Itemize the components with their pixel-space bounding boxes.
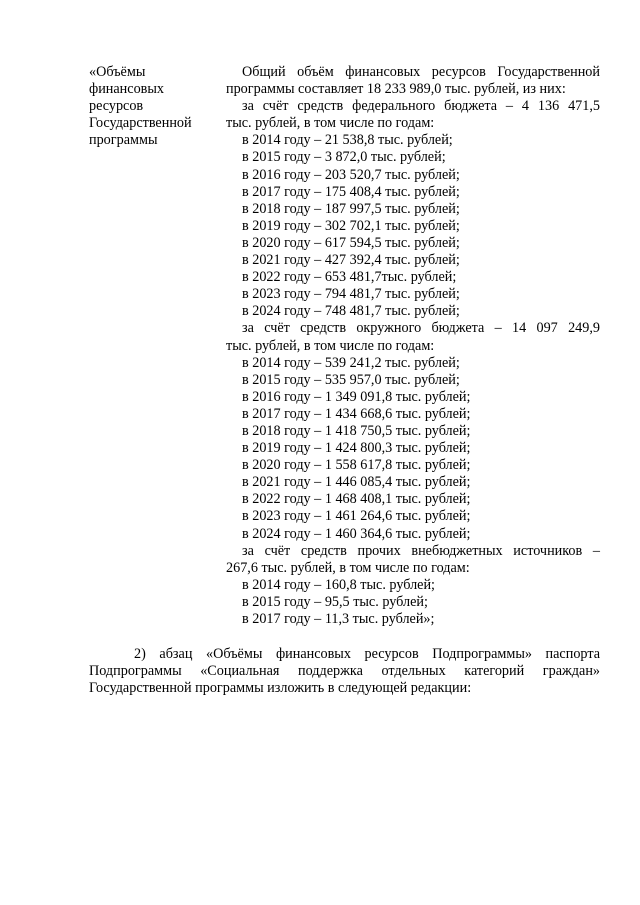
- federal-year-line: в 2021 году – 427 392,4 тыс. рублей;: [242, 252, 460, 269]
- district-year-line: в 2016 году – 1 349 091,8 тыс. рублей;: [242, 388, 471, 405]
- district-year-line: в 2014 году – 539 241,2 тыс. рублей;: [242, 354, 460, 371]
- district-year-line: в 2015 году – 535 957,0 тыс. рублей;: [242, 371, 460, 388]
- district-year-line: в 2017 году – 1 434 668,6 тыс. рублей;: [242, 405, 471, 422]
- other-year-line: в 2017 году – 11,3 тыс. рублей»;: [242, 611, 435, 627]
- federal-header: тыс. рублей, в том числе по годам:: [226, 115, 435, 132]
- passport-label-line: ресурсов: [89, 98, 144, 115]
- passport-label-line: программы: [89, 132, 158, 149]
- district-year-line: в 2023 году – 1 461 264,6 тыс. рублей;: [242, 508, 471, 525]
- amendment-paragraph: [89, 646, 600, 697]
- federal-year-line: в 2014 году – 21 538,8 тыс. рублей;: [242, 132, 453, 149]
- passport-label-line: «Объёмы: [89, 64, 146, 80]
- district-year-line: в 2018 году – 1 418 750,5 тыс. рублей;: [242, 422, 471, 439]
- passport-label-line: Государственной: [89, 115, 192, 132]
- passport-label: [89, 64, 209, 149]
- other-header: 267,6 тыс. рублей, в том числе по годам:: [226, 559, 470, 576]
- district-header: за счёт средств окружного бюджета – 14 097 249,9: [242, 320, 600, 337]
- paragraph-line: Подпрограммы «Социальная поддержка отдельных категорий граждан»: [89, 663, 600, 680]
- district-header: тыс. рублей, в том числе по годам:: [226, 337, 435, 354]
- passport-label-line: финансовых: [89, 81, 164, 98]
- federal-year-line: в 2015 году – 3 872,0 тыс. рублей;: [242, 149, 446, 166]
- federal-year-line: в 2017 году – 175 408,4 тыс. рублей;: [242, 183, 460, 200]
- district-year-line: в 2019 году – 1 424 800,3 тыс. рублей;: [242, 440, 471, 457]
- federal-year-line: в 2022 году – 653 481,7тыс. рублей;: [242, 269, 457, 286]
- federal-year-line: в 2024 году – 748 481,7 тыс. рублей;: [242, 303, 460, 320]
- district-year-line: в 2024 году – 1 460 364,6 тыс. рублей;: [242, 525, 471, 542]
- federal-year-line: в 2016 году – 203 520,7 тыс. рублей;: [242, 166, 460, 183]
- district-year-line: в 2022 году – 1 468 408,1 тыс. рублей;: [242, 491, 471, 508]
- paragraph-line: Государственной программы изложить в следующей редакции:: [89, 680, 472, 697]
- intro-line: программы составляет 18 233 989,0 тыс. рублей, из них:: [226, 81, 566, 98]
- other-year-line: в 2015 году – 95,5 тыс. рублей;: [242, 593, 428, 610]
- federal-header: за счёт средств федерального бюджета – 4 136 471,5: [242, 98, 600, 115]
- other-header: за счёт средств прочих внебюджетных источников –: [242, 542, 600, 559]
- other-year-line: в 2014 году – 160,8 тыс. рублей;: [242, 576, 435, 593]
- intro-line: Общий объём финансовых ресурсов Государственной: [242, 64, 600, 80]
- district-year-line: в 2020 году – 1 558 617,8 тыс. рублей;: [242, 457, 471, 474]
- passport-value: [226, 64, 600, 628]
- federal-year-line: в 2020 году – 617 594,5 тыс. рублей;: [242, 234, 460, 251]
- federal-year-line: в 2023 году – 794 481,7 тыс. рублей;: [242, 286, 460, 303]
- paragraph-line: 2) абзац «Объёмы финансовых ресурсов Подпрограммы» паспорта: [134, 646, 600, 662]
- federal-year-line: в 2019 году – 302 702,1 тыс. рублей;: [242, 217, 460, 234]
- district-year-line: в 2021 году – 1 446 085,4 тыс. рублей;: [242, 474, 471, 491]
- federal-year-line: в 2018 году – 187 997,5 тыс. рублей;: [242, 200, 460, 217]
